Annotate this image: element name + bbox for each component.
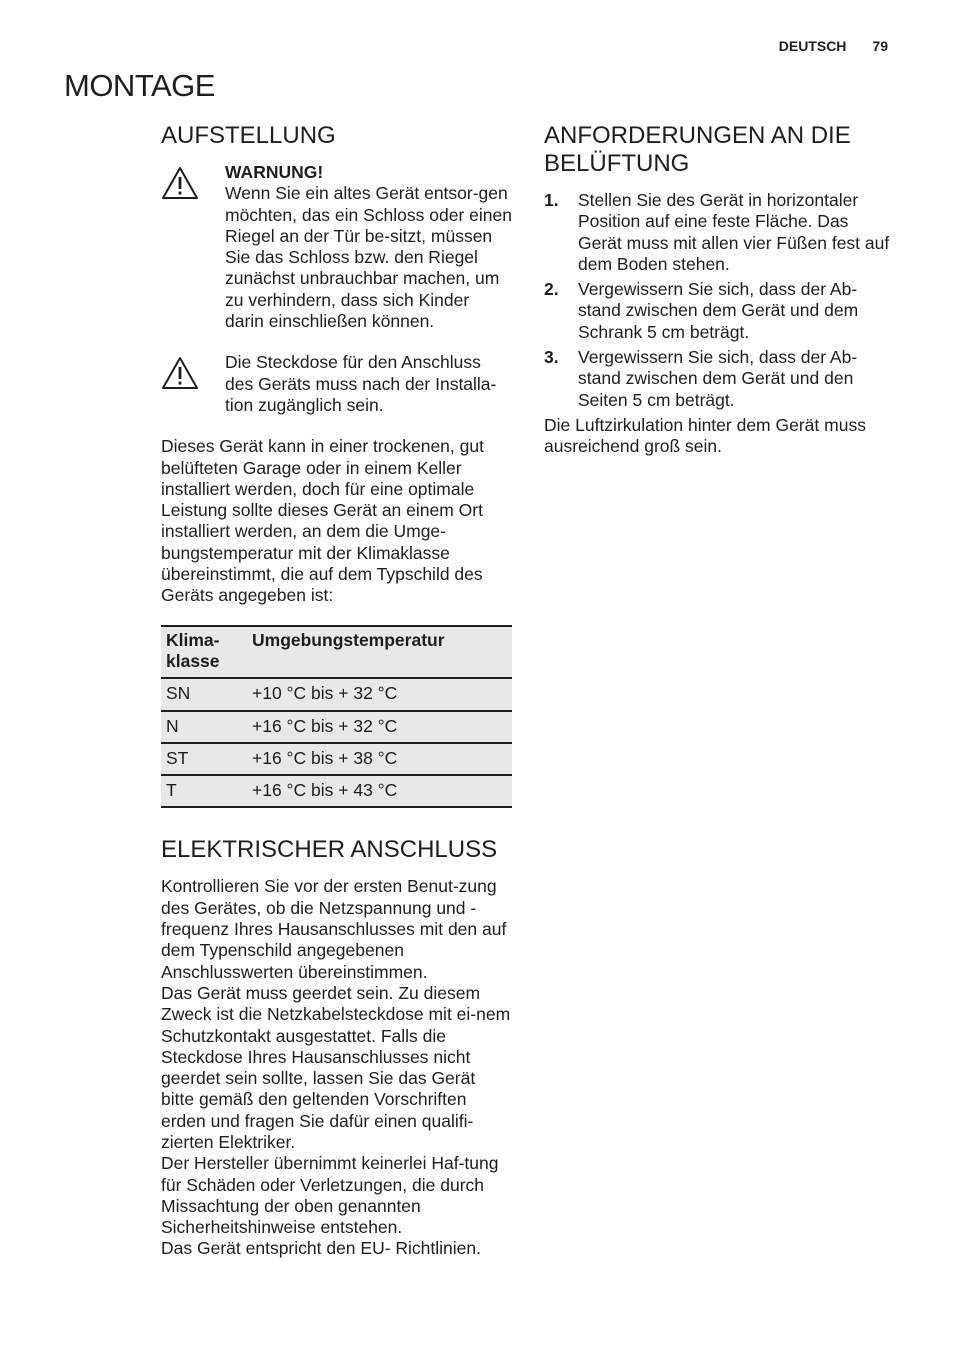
- page-title: MONTAGE: [64, 68, 215, 103]
- belueftung-footer: Die Luftzirkulation hinter dem Gerät muss ausreichend groß sein.: [544, 414, 866, 457]
- list-text: Vergewissern Sie sich, dass der Ab-stand zwischen dem Gerät und den Seiten 5 cm beträgt.: [578, 347, 858, 410]
- cell-klasse: T: [161, 775, 247, 807]
- warning-text-2: Die Steckdose für den Anschluss des Geräts muss nach der Installa-tion zugänglich sein.: [225, 352, 497, 415]
- aufstellung-heading: AUFSTELLUNG: [161, 122, 336, 149]
- left-column: [161, 122, 512, 1260]
- list-number: 2.: [544, 279, 559, 300]
- elektrisch-paragraph-2: Das Gerät muss geerdet sein. Zu diesem Zweck ist die Netzkabelsteckdose mit ei-nem Schutzkontakt ausgestattet. Falls die Steckdose Ihres Hausanschlusses nicht geerdet sein sollte, lassen Sie das Gerät bitte gemäß den geltenden Vorschriften erden und fragen Sie dafür einen qualifi-zierten Elektriker.: [161, 982, 511, 1152]
- col-header-temp: Umgebungstemperatur: [247, 626, 512, 679]
- table-row: [161, 743, 512, 775]
- cell-klasse: SN: [161, 678, 247, 710]
- elektrisch-paragraph-1: Kontrollieren Sie vor der ersten Benut-zung des Gerätes, ob die Netzspannung und -frequenz Ihres Hausanschlusses mit den auf dem Typenschild angegebenen Anschlusswerten übereinstimmen.: [161, 876, 507, 982]
- aufstellung-intro: Dieses Gerät kann in einer trockenen, gut belüfteten Garage oder in einem Keller installiert werden, doch für eine optimale Leistung sollte dieses Gerät an einem Ort installiert werden, an dem die Umge-bungstemperatur mit der Klimaklasse übereinstimmt, die auf dem Typschild des Geräts angegeben ist:: [161, 436, 484, 606]
- table-header-row: [161, 626, 512, 679]
- table-row: [161, 711, 512, 743]
- belueftung-list: [544, 190, 894, 411]
- warning-text-1: Wenn Sie ein altes Gerät entsor-gen möchten, das ein Schloss oder einen Riegel an der Tür be-sitzt, müssen Sie das Schloss bzw. den Riegel zunächst unbrauchbar machen, um zu verhindern, dass sich Kinder darin einschließen können.: [225, 183, 512, 332]
- warning-title: WARNUNG!: [225, 162, 324, 182]
- climate-class-table: [161, 625, 512, 809]
- page-header: [779, 38, 888, 54]
- list-text: Vergewissern Sie sich, dass der Ab-stand zwischen dem Gerät und dem Schrank 5 cm beträgt.: [578, 279, 859, 342]
- elektrisch-paragraph-3: Der Hersteller übernimmt keinerlei Haf-tung für Schäden oder Verletzungen, die durch Missachtung der oben genannten Sicherheitshinweise entstehen.: [161, 1153, 499, 1238]
- table-row: [161, 678, 512, 710]
- right-column: [544, 122, 894, 458]
- page-number: 79: [872, 38, 888, 54]
- cell-temp: +10 °C bis + 32 °C: [247, 678, 512, 710]
- list-text: Stellen Sie des Gerät in horizontaler Position auf eine feste Fläche. Das Gerät muss mit allen vier Füßen fest auf dem Boden stehen.: [578, 190, 890, 274]
- cell-klasse: N: [161, 711, 247, 743]
- cell-klasse: ST: [161, 743, 247, 775]
- elektrisch-paragraph-4: Das Gerät entspricht den EU- Richtlinien.: [161, 1238, 481, 1259]
- cell-temp: +16 °C bis + 38 °C: [247, 743, 512, 775]
- list-number: 1.: [544, 190, 559, 210]
- elektrisch-heading: ELEKTRISCHER ANSCHLUSS: [161, 836, 498, 864]
- warning-block-2: [161, 352, 512, 416]
- warning-block-1: [161, 162, 512, 332]
- list-number: 3.: [544, 347, 559, 368]
- list-item: [544, 190, 894, 275]
- belueftung-heading: ANFORDERUNGEN AN DIE BELÜFTUNG: [544, 122, 851, 177]
- section-label: DEUTSCH: [778, 38, 847, 54]
- col-header-klasse: Klima-klasse: [161, 626, 247, 679]
- list-item: [544, 347, 894, 411]
- cell-temp: +16 °C bis + 43 °C: [247, 775, 512, 807]
- warning-triangle-icon: [161, 352, 225, 416]
- table-row: [161, 775, 512, 807]
- list-item: [544, 279, 894, 343]
- warning-triangle-icon: [161, 162, 225, 332]
- cell-temp: +16 °C bis + 32 °C: [247, 711, 512, 743]
